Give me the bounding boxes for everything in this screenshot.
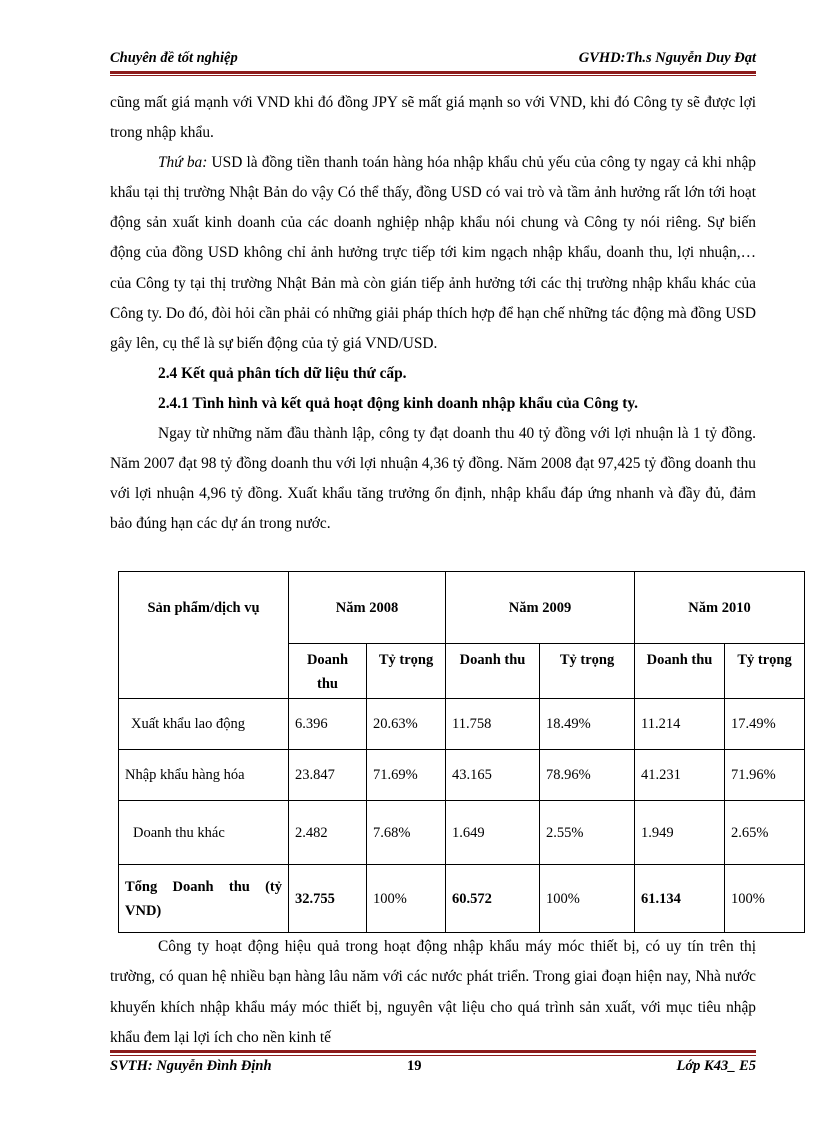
table-cell: 71.96%	[725, 750, 805, 801]
table-subheader: Tỷ trọng	[725, 644, 805, 699]
table-subheader: Tỷ trọng	[367, 644, 446, 699]
paragraph-2-text: USD là đồng tiền thanh toán hàng hóa nhập khẩu chủ yếu của công ty ngay cả khi nhập khẩu tại thị trường Nhật Bản do vậy Có thể thấy, đồng USD có vai trò và tầm ảnh hưởng rất lớn tới hoạt động sản xuất kinh doanh của các doanh nghiệp nhập khẩu nói chung và Công ty nói riêng. Sự biến động của đồng USD không chỉ ảnh hưởng trực tiếp tới kim ngạch nhập khẩu, doanh thu, lợi nhuận,… của Công ty tại thị trường Nhật Bản mà còn gián tiếp ảnh hưởng tới các thị trường nhập khẩu khác của Công ty. Do đó, đòi hỏi cần phải có những giải pháp thích hợp để hạn chế những tác động mà đồng USD gây lên, cụ thể là sự biến động của tỷ giá VND/USD.	[110, 154, 756, 352]
table-cell: 100%	[540, 865, 635, 933]
section-heading-2-4: 2.4 Kết quả phân tích dữ liệu thứ cấp.	[158, 364, 407, 382]
table-corner-header: Sản phẩm/dịch vụ	[119, 572, 289, 699]
table-subheader: Doanh thu	[635, 644, 725, 699]
table-row-label: Nhập khẩu hàng hóa	[119, 750, 289, 801]
paragraph-2-label: Thứ ba:	[158, 154, 208, 172]
table-cell: 1.949	[635, 801, 725, 865]
table-cell: 11.758	[446, 699, 540, 750]
footer-class: Lớp K43_ E5	[676, 1058, 756, 1074]
paragraph-1: cũng mất giá mạnh với VND khi đó đồng JPY sẽ mất giá mạnh so với VND, khi đó Công ty sẽ được lợi trong nhập khẩu.	[110, 94, 756, 142]
table-cell: 2.65%	[725, 801, 805, 865]
table-cell: 2.55%	[540, 801, 635, 865]
table-cell: 20.63%	[367, 699, 446, 750]
header-title: Chuyên đề tốt nghiệp	[110, 50, 238, 66]
header-rule-thin	[110, 75, 756, 76]
paragraph-3: Ngay từ những năm đầu thành lập, công ty đạt doanh thu 40 tỷ đồng với lợi nhuận là 1 tỷ đồng. Năm 2007 đạt 98 tỷ đồng doanh thu với lợi nhuận 4,36 tỷ đồng. Năm 2008 đạt 97,425 tỷ đồng doanh thu với lợi nhuận 4,96 tỷ đồng. Xuất khẩu tăng trưởng ổn định, nhập khẩu đáp ứng nhanh và đầy đủ, đảm bảo đúng hạn các dự án trong nước.	[110, 425, 756, 533]
table-cell: 43.165	[446, 750, 540, 801]
table-subheader: Tỷ trọng	[540, 644, 635, 699]
footer-rule-thin	[110, 1055, 756, 1056]
table-total-row	[119, 865, 805, 933]
table-cell: 1.649	[446, 801, 540, 865]
revenue-table	[118, 571, 805, 933]
body-text-continued	[110, 932, 756, 1054]
table-year-header: Năm 2009	[446, 572, 635, 644]
table-subheader: Doanh thu	[446, 644, 540, 699]
table-cell: 23.847	[289, 750, 367, 801]
table-cell: 7.68%	[367, 801, 446, 865]
header-rule	[110, 71, 756, 74]
table-row-label: Doanh thu khác	[119, 801, 289, 865]
page-footer	[110, 1058, 756, 1078]
header-advisor: GVHD:Th.s Nguyễn Duy Đạt	[578, 50, 756, 66]
table-cell: 6.396	[289, 699, 367, 750]
table-year-header: Năm 2008	[289, 572, 446, 644]
table-cell: 100%	[367, 865, 446, 933]
table-cell: 78.96%	[540, 750, 635, 801]
table-row-label: Xuất khẩu lao động	[119, 699, 289, 750]
footer-rule	[110, 1050, 756, 1053]
table-cell: 18.49%	[540, 699, 635, 750]
table-header-row	[119, 572, 805, 644]
table-cell: 100%	[725, 865, 805, 933]
page-header	[110, 50, 756, 70]
table-cell: 61.134	[635, 865, 725, 933]
table-year-header: Năm 2010	[635, 572, 805, 644]
table-cell: 11.214	[635, 699, 725, 750]
table-cell: 32.755	[289, 865, 367, 933]
section-heading-2-4-1: 2.4.1 Tình hình và kết quả hoạt động kinh doanh nhập khẩu của Công ty.	[158, 394, 639, 412]
table-cell: 17.49%	[725, 699, 805, 750]
table-row	[119, 699, 805, 750]
paragraph-4: Công ty hoạt động hiệu quả trong hoạt động nhập khẩu máy móc thiết bị, có uy tín trên thị trường, có quan hệ nhiều bạn hàng lâu năm với các nước phát triển. Trong giai đoạn hiện nay, Nhà nước khuyến khích nhập khẩu máy móc thiết bị, nguyên vật liệu cho quá trình sản xuất, với mục tiêu nhập khẩu đem lại lợi ích cho nền kinh tế	[110, 938, 756, 1047]
paragraph-2	[110, 148, 756, 359]
body-text	[110, 88, 756, 539]
footer-author: SVTH: Nguyễn Đình Định	[110, 1058, 272, 1074]
table-cell: 71.69%	[367, 750, 446, 801]
table-cell: 41.231	[635, 750, 725, 801]
table-subheader: Doanh thu	[289, 644, 367, 699]
table-row	[119, 801, 805, 865]
page-number: 19	[407, 1058, 422, 1074]
table-cell: 60.572	[446, 865, 540, 933]
table-row-label: Tổng Doanh thu (tỷ VND)	[119, 865, 289, 933]
table-row	[119, 750, 805, 801]
table-cell: 2.482	[289, 801, 367, 865]
